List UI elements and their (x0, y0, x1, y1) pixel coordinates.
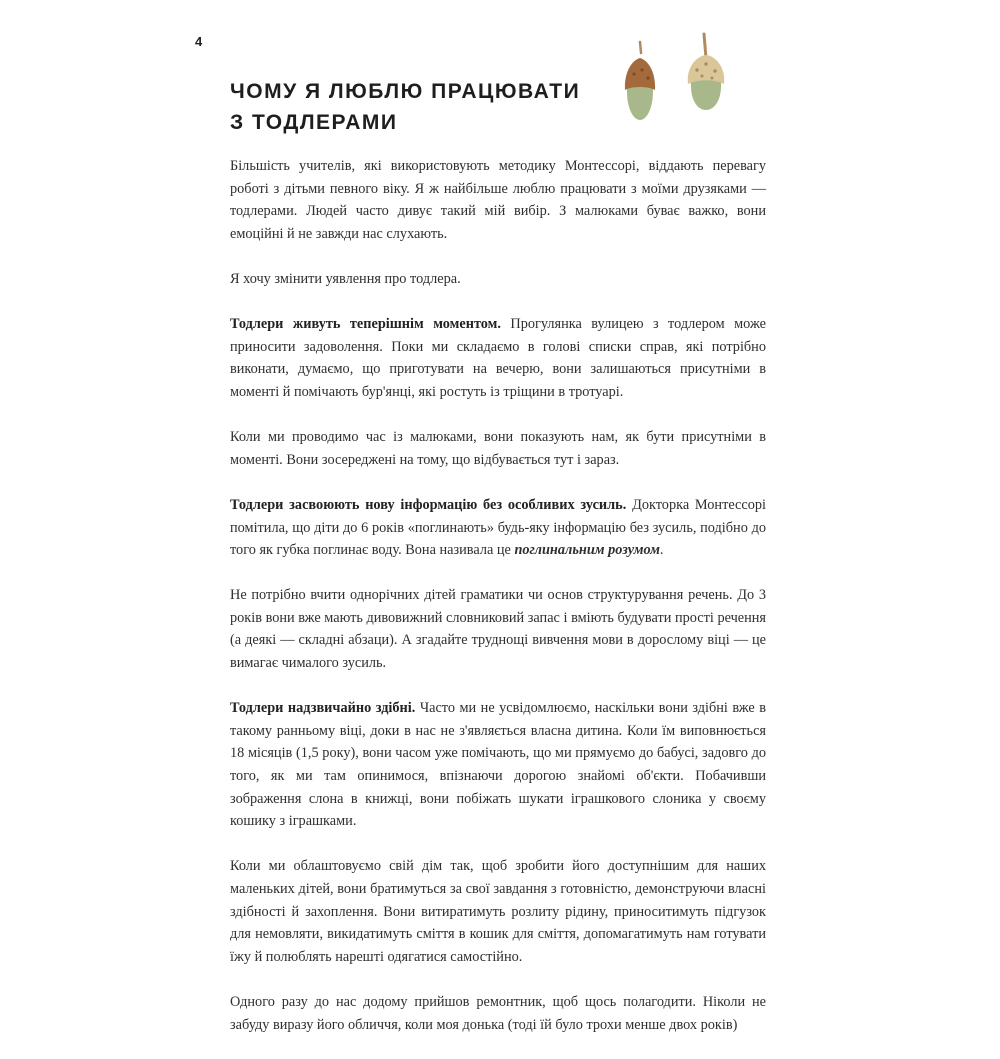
paragraph: Коли ми облаштовуємо свій дім так, щоб зробити його доступнішим для наших маленьких дітей, вони братимуться за свої завдання з готовністю, демонструючи власні здібності й захоплення. Вони витиратимуть розлиту рідину, приноситимуть підгузок для немовляти, викидатимуть сміття в кошик для сміття, допомагатимуть нам готувати їжу й полюблять нарешті одягатися самостійно. (230, 858, 766, 965)
paragraph: Тодлери живуть теперішнім моментом. Прогулянка вулицею з тодлером може приносити задоволення. Поки ми складаємо в голові списки справ, які потрібно виконати, думаємо, що приготувати на вечерю, вони залишаються присутніми в моменті й помічають бур'янці, які ростуть із тріщини в тротуарі. (230, 316, 766, 400)
paragraph: Не потрібно вчити однорічних дітей граматики чи основ структурування речень. До 3 років вони вже мають дивовижний словниковий запас і вміють будувати прості речення (а деякі — складні абзаци). А згадайте труднощі вивчення мови в дорослому віці — це вимагає чималого зусиль. (230, 587, 766, 672)
chapter-title (230, 76, 580, 138)
paragraph: Одного разу до нас додому прийшов ремонтник, щоб щось полагодити. Ніколи не забуду виразу його обличчя, коли моя донька (тоді їй було трохи менше двох років) (230, 993, 766, 1033)
paragraph: Тодлери засвоюють нову інформацію без особливих зусиль. Докторка Монтессорі помітила, що діти до 6 років «поглинають» будь-яку інформацію без зусиль, подібно до того як губка поглинає воду. Вона називала це поглинальним розумом. (230, 496, 766, 559)
paragraph: Я хочу змінити уявлення про тодлера. (230, 270, 461, 287)
paragraph-lead: Тодлери засвоюють нову інформацію без особливих зусиль. (230, 496, 627, 513)
paragraph-lead: Тодлери живуть теперішнім моментом. (230, 316, 501, 333)
page-number: 4 (195, 34, 203, 49)
paragraph: Коли ми проводимо час із малюками, вони показують нам, як бути присутніми в моменті. Вони зосереджені на тому, що відбувається тут і зараз. (230, 429, 766, 468)
small-acorn-icon (625, 42, 655, 120)
body-text (230, 155, 766, 1059)
acorn-illustration (618, 28, 733, 128)
chapter-title-line-1: ЧОМУ Я ЛЮБЛЮ ПРАЦЮВАТИ (230, 80, 581, 103)
paragraph-lead: Тодлери надзвичайно здібні. (230, 700, 416, 717)
large-acorn-icon (688, 34, 725, 110)
emphasis-term: поглинальним розумом (514, 542, 660, 559)
chapter-title-line-2: З ТОДЛЕРАМИ (230, 111, 398, 134)
paragraph: Більшість учителів, які використовують методику Монтессорі, віддають перевагу роботі з дітьми певного віку. Я ж найбільше люблю працювати з моїми друзяками — тодлерами. Людей часто дивує такий мій вибір. З малюками буває важко, вони емоційні й не завжди нас слухають. (230, 158, 766, 242)
paragraph: Тодлери надзвичайно здібні. Часто ми не усвідомлюємо, наскільки вони здібні вже в такому ранньому віці, доки в нас не з'являється власна дитина. Коли їм виповнюється 18 місяців (1,5 року), вони часом уже помічають, що ми прямуємо до бабусі, задовго до того, як ми там опинимося, впізнаючи дорогою знайомі об'єкти. Побачивши зображення слона в книжці, вони побіжать шукати іграшкового слоника у своєму кошику з іграшками. (230, 700, 766, 830)
